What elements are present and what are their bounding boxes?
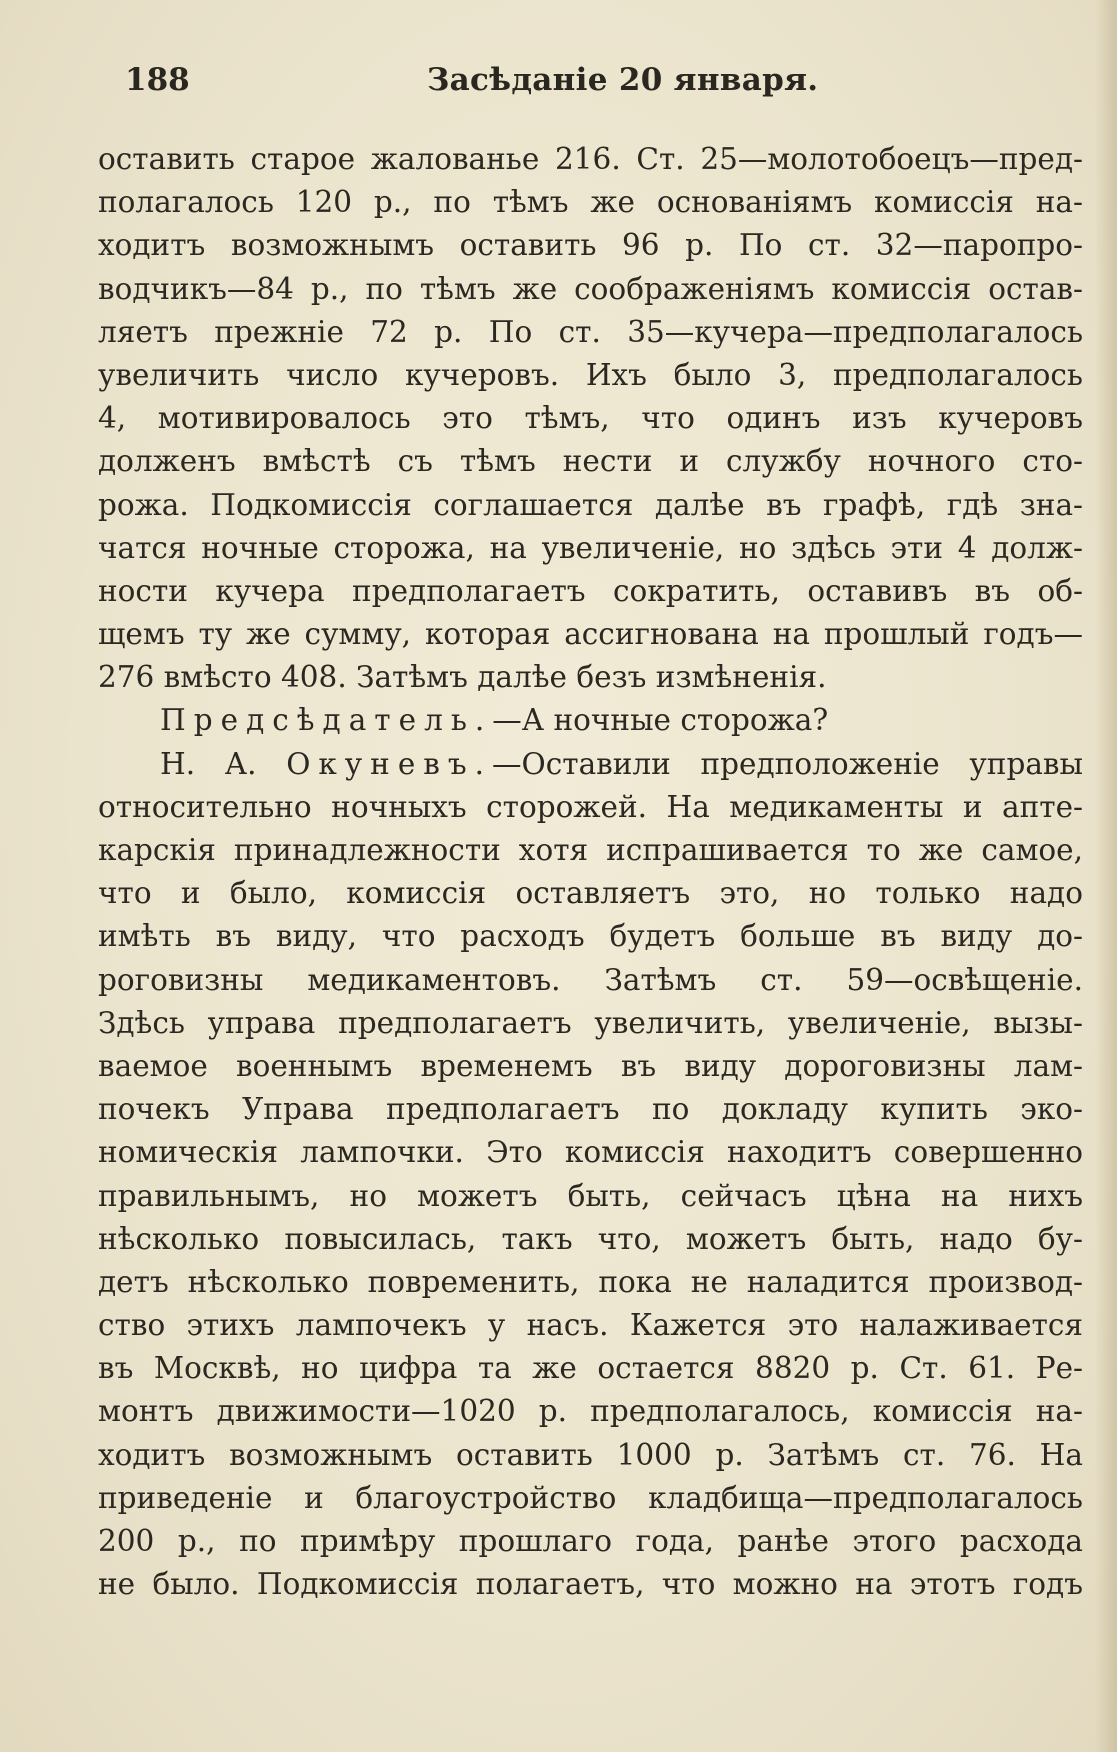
text-line: приведеніе и благоустройство кладбища—предполагалось [98,1480,1083,1515]
text-line: ство этихъ лампочекъ у насъ. Кажется это налаживается [98,1308,1083,1343]
text-line: монтъ движимости—1020 р. предполагалось, комиссія на- [98,1394,1083,1429]
speaker-name: Окуневъ. [286,746,493,781]
text-line: полагалось 120 р., по тѣмъ же основаніямъ комиссія на- [98,185,1083,220]
text-line: ваемое военнымъ временемъ въ виду дороговизны лам- [98,1048,1083,1083]
page-header [125,62,1085,112]
speaker-initials: Н. А. [160,746,257,781]
text-line: правильнымъ, но можетъ быть, сейчасъ цѣна на нихъ [98,1178,1083,1213]
text-line: 200 р., по примѣру прошлаго года, ранѣе этого расхода [98,1524,1083,1558]
text-line: карскія принадлежности хотя испрашивается то же самое, [98,833,1083,867]
text-line: ляетъ прежніе 72 р. По ст. 35—кучера—предполагалось [98,314,1083,349]
text-line: имѣть въ виду, что расходъ будетъ больше въ виду до- [98,919,1083,954]
text-line: чатся ночные сторожа, на увеличеніе, но здѣсь эти 4 долж- [98,530,1083,565]
text-line: 4, мотивировалось это тѣмъ, что одинъ изъ кучеровъ [98,401,1083,436]
text-line: что и было, комиссія оставляетъ это, но только надо [98,876,1083,911]
text-line: увеличить число кучеровъ. Ихъ было 3, предполагалось [98,357,1083,392]
text-line: ности кучера предполагаетъ сократить, оставивъ въ об- [98,573,1083,608]
text-line: рожа. Подкомиссія соглашается далѣе въ графѣ, гдѣ зна- [98,487,1083,522]
text-line: въ Москвѣ, но цифра та же остается 8820 р. Ст. 61. Ре- [98,1351,1083,1386]
speaker-line-chairman [98,699,1083,742]
page-number: 188 [125,62,190,98]
text-line: номическія лампочки. Это комиссія находитъ совершенно [98,1135,1083,1170]
body-text [98,138,1083,1606]
text-line: детъ нѣсколько повременить, пока не наладится производ- [98,1264,1083,1299]
text-line: относительно ночныхъ сторожей. На медикаменты и апте- [98,789,1083,824]
speaker-remark: —А ночные сторожа? [492,703,829,738]
speaker-name: Предсѣдатель. [160,703,493,738]
text-line: Здѣсь управа предполагаетъ увеличить, увеличеніе, вызы- [98,1005,1083,1040]
text-line: 276 вмѣсто 408. Затѣмъ далѣе безъ измѣненія. [98,660,827,695]
text-line: не было. Подкомиссія полагаетъ, что можно на этотъ годъ [98,1567,1083,1602]
text-line: роговизны медикаментовъ. Затѣмъ ст. 59—освѣщеніе. [98,962,1083,997]
text-line: ходитъ возможнымъ оставить 1000 р. Затѣмъ ст. 76. На [98,1437,1083,1472]
text-line: долженъ вмѣстѣ съ тѣмъ нести и службу ночного сто- [98,444,1083,479]
running-title: Засѣданіе 20 января. [427,62,819,98]
text-line: оставить старое жалованье 216. Ст. 25—молотобоецъ—пред- [98,142,1083,176]
text-line: щемъ ту же сумму, которая ассигнована на прошлый годъ— [98,617,1083,652]
text-line: почекъ Управа предполагаетъ по докладу купить эко- [98,1092,1083,1127]
text-line: водчикъ—84 р., по тѣмъ же соображеніямъ комиссія остав- [98,271,1083,306]
speaker-line-okunev [98,743,1083,786]
speaker-remark: —Оставили предположеніе управы [492,746,1083,781]
page-edge-shadow [1095,0,1117,1752]
text-line: ходитъ возможнымъ оставить 96 р. По ст. 32—паропро- [98,228,1083,263]
text-line: нѣсколько повысилась, такъ что, можетъ быть, надо бу- [98,1221,1083,1256]
